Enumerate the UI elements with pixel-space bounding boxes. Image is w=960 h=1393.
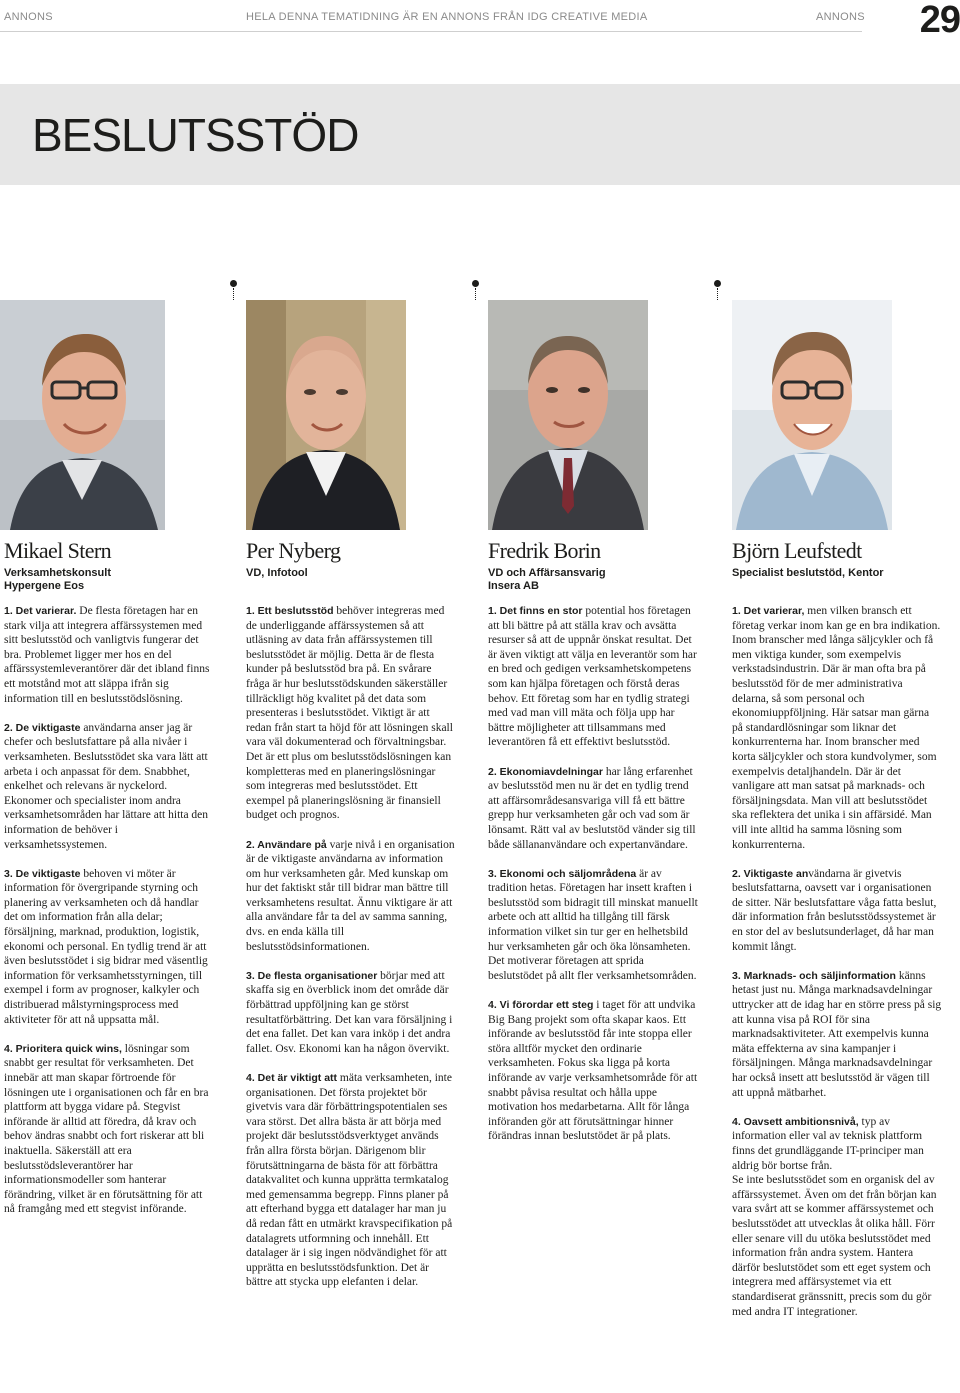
profile-name: Fredrik Borin	[488, 538, 601, 563]
profile-name: Björn Leufstedt	[732, 538, 862, 563]
answer-text: har lång erfarenhet av beslutsstöd men nu är det en tydlig trend att affärsområdesansvariga vill få ett bättre grepp hur verksamheten går och vad som är lönsamt. Rätt val av beslutstöd vänder sig till både sällananvändare och expertanvändare.	[488, 765, 696, 851]
header-annons-right: ANNONS	[816, 11, 865, 23]
answer-text: i taget för att undvika Big Bang projekt som ofta skapar kaos. Ett införande av beslutsstöd får inte stoppa eller störa alltför mycket den ordinarie verksamheten. Fokus ska ligga på korta införande av varje verksamhetsområde för att snabbt påvisa resultat och hålla uppe motivation hos medarbetarna. Allt för långa införanden gör att förutsättningar hinner förändras innan beslutstödet är på plats.	[488, 999, 698, 1143]
profile-answers	[246, 604, 456, 1305]
portrait-photo	[732, 300, 892, 530]
answer-text: typ av information eller val av teknisk plattform finns det grundläggande IT-principer man aldrig bör bortse från. Se inte beslutsstödet som en organisk del av affärssystemet. Även om det från början kan vara svårt att se kommer affärssystemet och beslutsstödet att utvecklas åt olika håll. Förr eller senare vill du utöka beslutsstödet med information från andra system. Hantera därför beslutstödet som ett eget system och integrera med affärsystemet via ett standardiserat gränssnitt, precis som du gör med andra IT integrationer.	[732, 1115, 937, 1318]
answer-lead: 1. Ett beslutsstöd	[246, 605, 334, 617]
answer-paragraph	[488, 765, 698, 853]
answer-text: mäta verksamheten, inte organisationen. Det första projektet bör givetvis vara där förbättringspotentialen ses vara störst. Det allra bästa är att börja med projekt där beslutsstödsverktyget används från allra första början. Därigenom blir förutsättningarna de bästa för att förbättra datakvalitet och kunna upprätta termkatalog med gemensamma begrepp. Finns planer på att efterhand bygga ett datalager har man ju då redan fått en utmärkt kravspecifikation på datalagrets utformning och innehåll. Ett datalager är i sig ingen nödvändighet för att upprätta en beslutsstödsfunktion. Det är bättre att stycka upp elefanten i delar.	[246, 1072, 453, 1289]
profile-answers	[732, 604, 942, 1334]
answer-paragraph	[4, 604, 212, 706]
answer-paragraph	[488, 867, 698, 984]
answer-text: användarna anser jag är chefer och beslutsfattare på alla nivåer i verksamheten. Beslutsstödet ska vara lätt att arbeta i och anpassat för dem. Snabbhet, enkelhet och relevans är nyckelord. Ekonomer och specialister inom andra verksamhetsområden har lättare att hitta den information de behöver i verksamhetssystemen.	[4, 721, 209, 851]
portrait-photo	[246, 300, 406, 530]
portrait-photo	[0, 300, 165, 530]
header-rule	[0, 31, 862, 32]
answer-text: lösningar som snabbt ger resultat för verksamheten. Det innebär att man skapar förtroende för lösningen ute i organisationen och får en bra plattform att bygga vidare på. Stegvist införande är alltid att föredra, då krav och behov ändras snabbt och fort riskerar att bli inaktuella. Säkerställ att era beslutsstödsleverantörer har informationsmodeller som hanterar förändring, vilket är en förutsättning för att nå framgång med ett stegvist införande.	[4, 1042, 209, 1216]
column-marker-dot	[714, 280, 721, 287]
answer-paragraph	[488, 604, 698, 750]
header-annons-left: ANNONS	[4, 11, 53, 23]
answer-text: potential hos företagen att bli bättre på att ställa krav och avsätta resurser så att de uppnår önskat resultat. Det är även viktigt att välja en leverantör som har en bred och gedigen verksamhetskompetens som kan hjälpa företagen och förstå deras behov. Ett företag som har en tydlig strategi med vad man vill mäta och följa upp har bättre möjligheter att tillsammans med leverantören få ett effektivt beslutsstöd.	[488, 605, 697, 749]
column-marker-line	[233, 288, 234, 300]
profile-role: VD, Infotool	[246, 567, 308, 579]
answer-lead: 4. Prioritera quick wins,	[4, 1042, 122, 1055]
page-header	[0, 0, 960, 40]
answer-paragraph	[732, 604, 942, 852]
section-title: BESLUTSSTÖD	[32, 109, 359, 161]
profile-role: VD och Affärsansvarig Insera AB	[488, 567, 606, 592]
profile-answers	[488, 604, 698, 1159]
answer-text: varje nivå i en organisation är de viktigaste användarna av information om hur verksamheten går. Med kunskap om hur det faktiskt står till bidrar man bättre till verksamhetens resultat. Ännu viktigare är att alla användare får ta del av samma sanning, dvs. en enda källa till beslutsstödsinformationen.	[246, 838, 455, 953]
answer-text: känns hetast just nu. Många marknadsavdelningar uttrycker att de idag har en större press på sig att kunna visa på ROI för sina marknadsaktiviteter. Att exempelvis kunna mäta effekterna av sina kampanjer i försäljningen. Många marknadsavdelningar har också insett att beslutsstöd är vägen till att uppnå mätbarhet.	[732, 969, 942, 1099]
answer-paragraph	[4, 721, 212, 852]
answer-lead: 1. Det varierar.	[4, 605, 77, 617]
answer-paragraph	[246, 969, 456, 1057]
answer-lead: 1. Det varierar,	[732, 605, 805, 617]
answer-lead: 3. De viktigaste	[4, 867, 81, 880]
answer-text: men vilken bransch ett företag verkar inom kan ge en bra indikation. Inom branscher med långa säljcykler och få men viktiga kunder, som exempelvis verkstadsindustrin. Där är man ofta bra på beslutsstöd för de mer administrativa delarna, så som personal och ekonomiuppföljning. Här satsar man gärna på standardlösningar som liknar det konkurrenterna har. Inom branscher med korta säljcykler och stora kundvolymer, som exempelvis detaljhandeln. Där är det vanligare att man satsat på marknads- och försäljningsdata. Man vill att beslutsstödet ska reflektera det unika i sin affärsidé. Man vill inte alltid ha samma lösning som konkurrenterna.	[732, 605, 941, 851]
answer-lead: 4. Oavsett ambitionsnivå,	[732, 1115, 859, 1128]
answer-lead: 2. De viktigaste	[4, 721, 81, 734]
answer-lead: 4. Det är viktigt att	[246, 1072, 338, 1084]
answer-text: De flesta företagen har en stark vilja att integrera affärssystemen med sitt beslutsstöd och vanligtvis fungerar det bra. Problemet ligger mer hos en del affärssystemleverantörer där det ibland finns ett motstånd mot att släppa ifrån sig information till en beslutsstödslösning.	[4, 605, 210, 705]
page-number: 29	[919, 0, 960, 41]
portrait-photo	[488, 300, 648, 530]
profile-role: Specialist beslutstöd, Kentor	[732, 567, 884, 579]
column-marker-dot	[230, 280, 237, 287]
answer-paragraph	[488, 998, 698, 1144]
answer-lead: 2. Användare på	[246, 838, 327, 851]
answer-text: börjar med att skaffa sig en överblick inom det område där förbättrad uppföljning kan ge störst resultatförbättring. Det kan vara försäljning i det ena fallet. Det kan vara inköp i det andra fallet. Osv. Ekonomi kan ha någon övervikt.	[246, 969, 453, 1055]
answer-lead: 3. Ekonomi och säljområdena	[488, 867, 637, 880]
column-marker-dot	[472, 280, 479, 287]
profile-name: Per Nyberg	[246, 538, 341, 563]
answer-paragraph	[732, 969, 942, 1100]
answer-paragraph	[732, 867, 942, 955]
column-marker-line	[475, 288, 476, 300]
answer-text: är av tradition hetas. Företagen har insett kraften i beslutsstöd som bidragit till minskat manuellt arbete och att alltid ha tillgång till färsk information vilket sin tur ger en helhetsbild hur verksamheten går och öka lönsamheten. Det motiverar företagen att sprida beslutstödet på allt fler verksamhetsområden.	[488, 867, 698, 982]
profile-answers	[4, 604, 212, 1232]
answer-lead: 4. Vi förordar ett steg	[488, 999, 594, 1012]
profile-role: Verksamhetskonsult Hypergene Eos	[4, 567, 111, 592]
answer-paragraph	[4, 1042, 212, 1217]
profile-name: Mikael Stern	[4, 538, 112, 563]
answer-lead: 2. Ekonomiavdelningar	[488, 765, 603, 778]
answer-paragraph	[246, 1071, 456, 1290]
answer-lead: 3. De flesta organisationer	[246, 969, 378, 982]
column-marker-line	[717, 288, 718, 300]
answer-paragraph	[4, 867, 212, 1028]
answer-text: behoven vi möter är information för övergripande styrning och planering av verksamheten och då handlar det om information från alla delar; försäljning, marknad, produktion, logistik, ekonomi och personal. En tydlig trend är att även beslutsstödet i sig bidrar med väsentlig information för verksamhetsstyrningen, till exempel i form av prognoser, kalkyler och distribuerad målstyrningsprocess med aktiviteter för att nå uppsatta mål.	[4, 867, 208, 1026]
answer-text: behöver integreras med de underliggande affärssystemen så att utläsning av data från affärssystemen till beslutsstödet är möjlig. Detta är de flesta kunder på beslutsstöd bra på. En svårare fråga är hur beslutsstödskunden säkerställer tillräckligt hög kvalitet på det data som presenteras i beslutsstödet. Viktigt är att redan från start ta höjd för att lösningen skall vara väl dokumenterad och förvaltningsbar. Det är ett plus om beslutsstödslösningen kan kompletteras med en planeringslösningar som integreras med beslutsstödet. Ett exempel på planeringslösning är finansiell budget och prognos.	[246, 605, 453, 822]
answer-lead: 3. Marknads- och säljinformation	[732, 969, 896, 982]
answer-paragraph	[732, 1115, 942, 1319]
answer-paragraph	[246, 838, 456, 955]
section-banner	[0, 84, 960, 185]
header-sponsor-notice: HELA DENNA TEMATIDNING ÄR EN ANNONS FRÅN IDG CREATIVE MEDIA	[246, 11, 648, 23]
answer-paragraph	[246, 604, 456, 823]
answer-text: vändarna är givetvis beslutsfattarna, oavsett var i organisationen de sitter. När beslutsfattare våga fatta beslut, där information från beslutsstödssystemet är en stor del av beslutsunderlaget, då har man kommit långt.	[732, 867, 937, 953]
answer-lead: 2. Viktigaste an	[732, 867, 809, 880]
answer-lead: 1. Det finns en stor	[488, 605, 583, 617]
